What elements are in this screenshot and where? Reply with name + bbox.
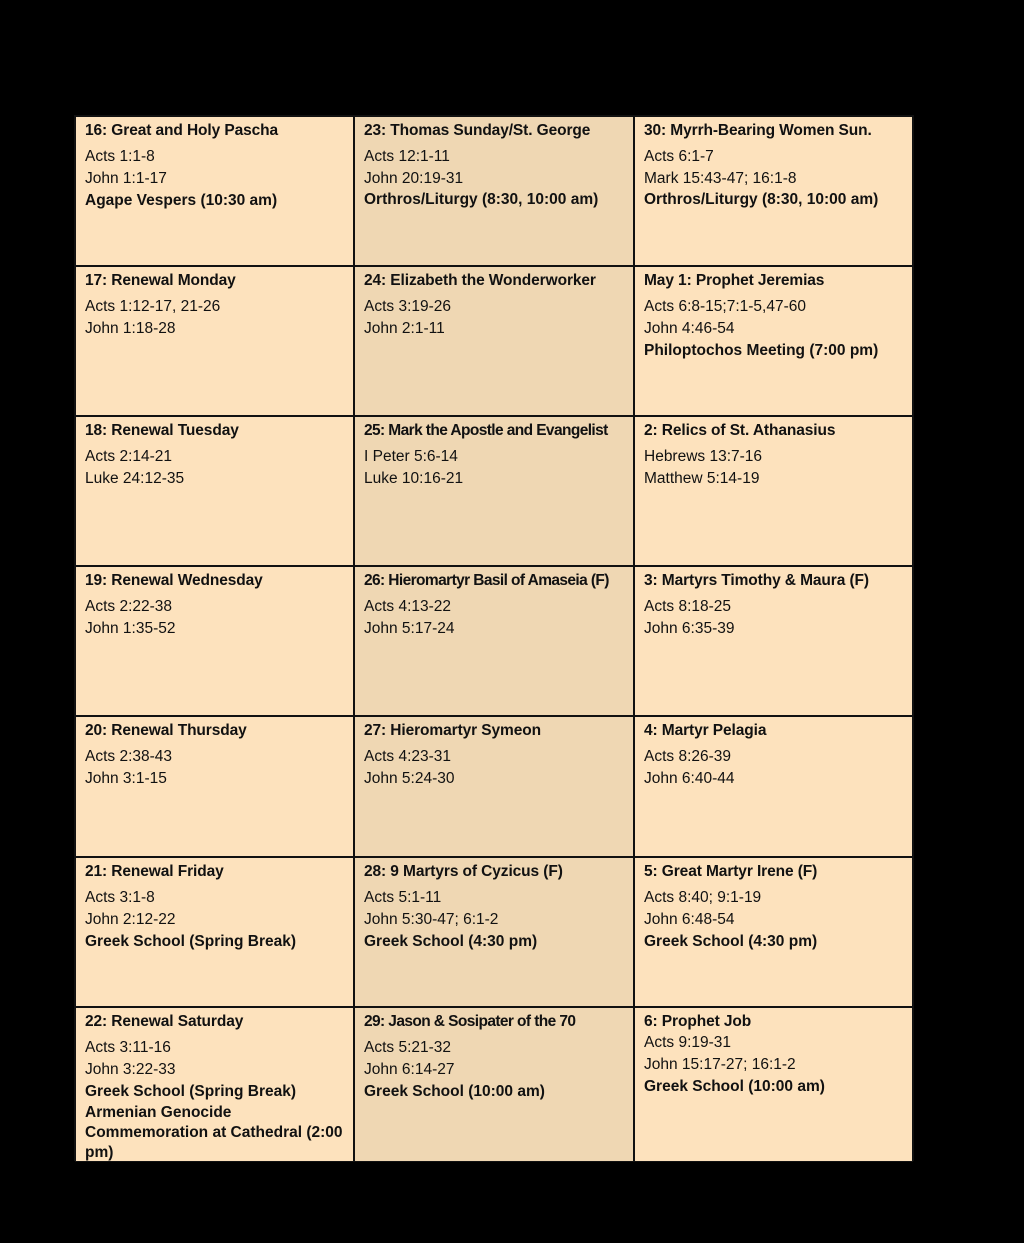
- day-title: 2: Relics of St. Athanasius: [644, 422, 836, 439]
- reading-line: John 5:30-47; 6:1-2: [364, 911, 499, 928]
- reading-line: Acts 4:13-22: [364, 598, 452, 615]
- reading-line: Mark 15:43-47; 16:1-8: [644, 170, 797, 187]
- event-line: Agape Vespers (10:30 am): [85, 192, 278, 209]
- reading-line: Acts 2:38-43: [85, 748, 173, 765]
- day-cell: [75, 266, 354, 416]
- day-title: 18: Renewal Tuesday: [85, 422, 239, 439]
- reading-line: John 20:19-31: [364, 170, 464, 187]
- day-cell: [634, 857, 913, 1007]
- day-cell: [354, 716, 634, 857]
- day-title: 25: Mark the Apostle and Evangelist: [364, 422, 608, 439]
- day-title: 23: Thomas Sunday/St. George: [364, 122, 591, 139]
- reading-line: Acts 3:1-8: [85, 889, 155, 906]
- reading-line: Acts 3:19-26: [364, 298, 452, 315]
- reading-line: Acts 2:22-38: [85, 598, 173, 615]
- reading-line: Acts 4:23-31: [364, 748, 452, 765]
- reading-line: Luke 24:12-35: [85, 470, 185, 487]
- day-title: 19: Renewal Wednesday: [85, 572, 263, 589]
- event-line: Greek School (4:30 pm): [644, 933, 818, 950]
- reading-line: Acts 5:1-11: [364, 889, 442, 906]
- day-title: 24: Elizabeth the Wonderworker: [364, 272, 596, 289]
- day-cell: [354, 566, 634, 716]
- reading-line: Acts 5:21-32: [364, 1039, 452, 1056]
- event-line: Orthros/Liturgy (8:30, 10:00 am): [364, 191, 599, 208]
- day-cell: [634, 116, 913, 266]
- reading-line: Matthew 5:14-19: [644, 470, 760, 487]
- day-title: 21: Renewal Friday: [85, 863, 224, 880]
- event-line: Philoptochos Meeting (7:00 pm): [644, 342, 879, 359]
- day-cell: [354, 116, 634, 266]
- day-cell: [354, 266, 634, 416]
- day-title: 27: Hieromartyr Symeon: [364, 722, 541, 739]
- reading-line: Hebrews 13:7-16: [644, 448, 763, 465]
- day-title: 4: Martyr Pelagia: [644, 722, 767, 739]
- reading-line: John 2:12-22: [85, 911, 176, 928]
- reading-line: Acts 8:40; 9:1-19: [644, 889, 762, 906]
- day-title: 16: Great and Holy Pascha: [85, 122, 279, 139]
- day-title: 22: Renewal Saturday: [85, 1013, 244, 1030]
- day-title: 5: Great Martyr Irene (F): [644, 863, 818, 880]
- event-line: Greek School (10:00 am): [644, 1078, 825, 1095]
- event-line: Greek School (4:30 pm): [364, 933, 538, 950]
- reading-line: Acts 8:26-39: [644, 748, 732, 765]
- day-title: 3: Martyrs Timothy & Maura (F): [644, 572, 869, 589]
- reading-line: John 6:14-27: [364, 1061, 455, 1078]
- reading-line: John 5:17-24: [364, 620, 455, 637]
- reading-line: John 6:35-39: [644, 620, 735, 637]
- reading-line: Acts 3:11-16: [85, 1039, 171, 1056]
- day-title: 6: Prophet Job: [644, 1013, 752, 1030]
- day-cell: [634, 566, 913, 716]
- reading-line: Acts 9:19-31: [644, 1034, 732, 1051]
- reading-line: John 1:1-17: [85, 170, 167, 187]
- reading-line: Acts 1:1-8: [85, 148, 155, 165]
- reading-line: Acts 12:1-11: [364, 148, 450, 165]
- day-title: 29: Jason & Sosipater of the 70: [364, 1013, 576, 1030]
- day-title: 20: Renewal Thursday: [85, 722, 247, 739]
- day-cell: [75, 1007, 354, 1162]
- day-cell: [634, 1007, 913, 1162]
- day-title: May 1: Prophet Jeremias: [644, 272, 825, 289]
- reading-line: John 6:48-54: [644, 911, 735, 928]
- event-line: Greek School (Spring Break): [85, 933, 297, 950]
- event-line: Greek School (Spring Break): [85, 1083, 297, 1100]
- reading-line: Acts 6:1-7: [644, 148, 714, 165]
- calendar-grid: [74, 115, 914, 1161]
- reading-line: John 2:1-11: [364, 320, 445, 337]
- day-cell: [634, 716, 913, 857]
- reading-line: John 5:24-30: [364, 770, 455, 787]
- day-cell: [634, 266, 913, 416]
- reading-line: John 3:22-33: [85, 1061, 176, 1078]
- day-cell: [354, 857, 634, 1007]
- day-cell: [75, 566, 354, 716]
- event-line: Armenian Genocide Commemoration at Cathedral (2:00 pm): [85, 1104, 343, 1161]
- reading-line: Acts 6:8-15;7:1-5,47-60: [644, 298, 806, 315]
- reading-line: Acts 8:18-25: [644, 598, 732, 615]
- day-title: 26: Hieromartyr Basil of Amaseia (F): [364, 572, 609, 589]
- reading-line: John 4:46-54: [644, 320, 735, 337]
- reading-line: John 1:35-52: [85, 620, 176, 637]
- day-cell: [354, 416, 634, 566]
- day-title: 17: Renewal Monday: [85, 272, 236, 289]
- day-title: 28: 9 Martyrs of Cyzicus (F): [364, 863, 563, 880]
- reading-line: I Peter 5:6-14: [364, 448, 458, 465]
- day-cell: [75, 416, 354, 566]
- reading-line: Acts 2:14-21: [85, 448, 173, 465]
- reading-line: Luke 10:16-21: [364, 470, 464, 487]
- event-line: Greek School (10:00 am): [364, 1083, 545, 1100]
- day-cell: [634, 416, 913, 566]
- day-cell: [75, 716, 354, 857]
- reading-line: John 15:17-27; 16:1-2: [644, 1056, 796, 1073]
- day-title: 30: Myrrh-Bearing Women Sun.: [644, 122, 872, 139]
- reading-line: Acts 1:12-17, 21-26: [85, 298, 221, 315]
- reading-line: John 6:40-44: [644, 770, 735, 787]
- day-cell: [75, 857, 354, 1007]
- day-cell: [354, 1007, 634, 1162]
- reading-line: John 3:1-15: [85, 770, 167, 787]
- event-line: Orthros/Liturgy (8:30, 10:00 am): [644, 191, 879, 208]
- reading-line: John 1:18-28: [85, 320, 176, 337]
- day-cell: [75, 116, 354, 266]
